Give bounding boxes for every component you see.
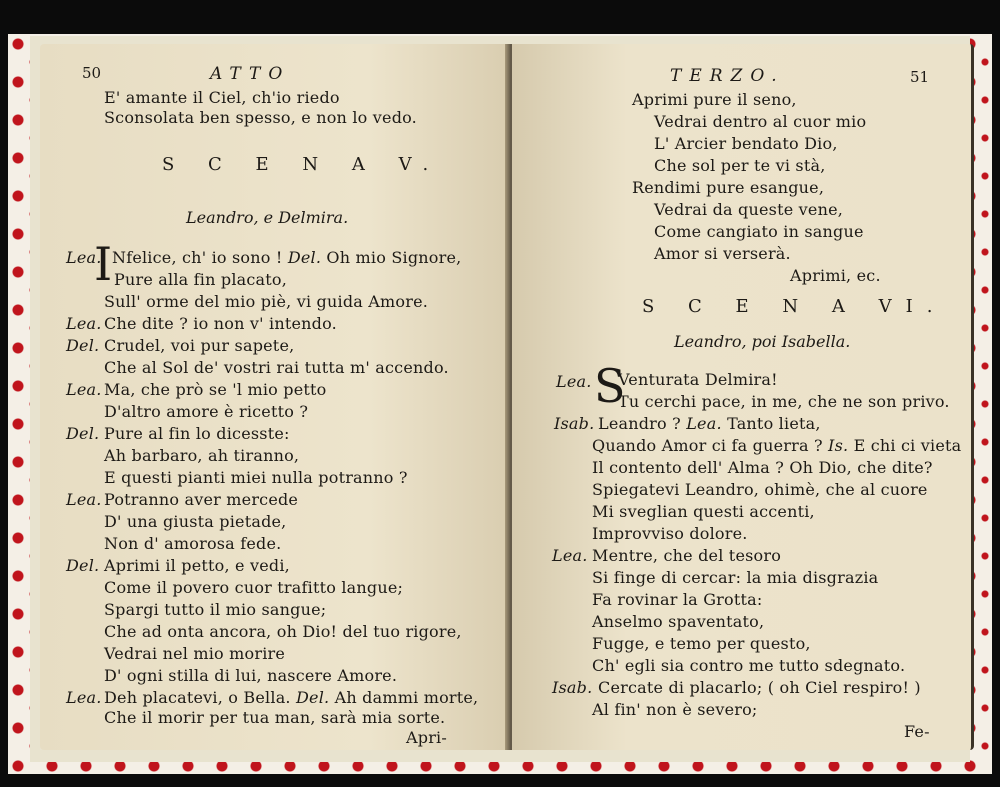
dialogue-line: Fa rovinar la Grotta: — [592, 590, 763, 609]
speaker-label: Del. — [66, 556, 100, 575]
dialogue-line: Cercate di placarlo; ( oh Ciel respiro! ) — [598, 678, 921, 697]
speaker-label: Lea. — [556, 372, 592, 391]
dialogue-line: Non d' amorosa fede. — [104, 534, 282, 553]
catchword: Apri- — [406, 728, 447, 747]
dialogue-line: Potranno aver mercede — [104, 490, 299, 509]
speaker-label: Lea. — [66, 380, 102, 399]
speaker-label: Del. — [66, 424, 100, 443]
scene-characters: Leandro, poi Isabella. — [674, 332, 851, 351]
dialogue-line: Che al Sol de' vostri rai tutta m' accendo. — [104, 358, 449, 377]
dialogue-line: E questi pianti miei nulla potranno ? — [104, 468, 408, 487]
dialogue-line: Quando Amor ci fa guerra ? Is. E chi ci vieta — [592, 436, 962, 455]
running-head: TERZO. — [670, 66, 785, 86]
dialogue-line: Spiegatevi Leandro, ohimè, che al cuore — [592, 480, 928, 499]
verse-line: Rendimi pure esangue, — [632, 178, 825, 197]
right-page — [512, 44, 974, 750]
speaker-label: Isab. — [554, 414, 595, 433]
dialogue-line: Che ad onta ancora, oh Dio! del tuo rigore, — [104, 622, 462, 641]
dialogue-line: Come il povero cuor trafitto langue; — [104, 578, 404, 597]
dialogue-line: Ma, che prò se 'l mio petto — [104, 380, 327, 399]
catchword: Fe- — [904, 722, 930, 741]
speaker-label: Lea. — [66, 314, 102, 333]
dialogue-line: Aprimi il petto, e vedi, — [104, 556, 290, 575]
dialogue-line: D'altro amore è ricetto ? — [104, 402, 309, 421]
dialogue-line: Deh placatevi, o Bella. Del. Ah dammi morte, — [104, 688, 479, 707]
left-page — [40, 44, 510, 750]
speaker-label: Lea. — [66, 688, 102, 707]
dialogue-line: Anselmo spaventato, — [592, 612, 765, 631]
dialogue-line: Vedrai nel mio morire — [104, 644, 286, 663]
dialogue-line: Che dite ? io non v' intendo. — [104, 314, 337, 333]
dialogue-line: Crudel, voi pur sapete, — [104, 336, 295, 355]
dialogue-line: Pure alla fin placato, — [114, 270, 288, 289]
dialogue-line: Al fin' non è severo; — [592, 700, 758, 719]
dialogue-line: Improvviso dolore. — [592, 524, 748, 543]
dialogue-line: Ah barbaro, ah tiranno, — [104, 446, 300, 465]
verse-line: Amor si verserà. — [654, 244, 791, 263]
dialogue-line: D' una giusta pietade, — [104, 512, 287, 531]
running-head: ATTO — [210, 64, 291, 84]
dialogue-line: Ch' egli sia contro me tutto sdegnato. — [592, 656, 906, 675]
page-number: 50 — [82, 64, 102, 82]
dialogue-line: Che il morir per tua man, sarà mia sorte. — [104, 708, 446, 727]
speaker-label: Del. — [66, 336, 100, 355]
dialogue-line: Sull' orme del mio piè, vi guida Amore. — [104, 292, 429, 311]
verse-line: Aprimi pure il seno, — [632, 90, 797, 109]
dialogue-line: Pure al fin lo dicesste: — [104, 424, 290, 443]
dialogue-line: Fugge, e temo per questo, — [592, 634, 811, 653]
scene-characters: Leandro, e Delmira. — [186, 208, 349, 227]
dialogue-line: Mentre, che del tesoro — [592, 546, 782, 565]
page-number: 51 — [910, 68, 930, 86]
dialogue-line: Tu cerchi pace, in me, che ne son privo. — [618, 392, 950, 411]
drop-cap: S — [594, 359, 626, 413]
reprise-line: Aprimi, ec. — [790, 266, 881, 285]
verse-line: L' Arcier bendato Dio, — [654, 134, 838, 153]
verse-line: E' amante il Ciel, ch'io riedo — [104, 88, 340, 107]
scene-heading: S C E N A V. — [162, 154, 443, 175]
dialogue-line: Spargi tutto il mio sangue; — [104, 600, 327, 619]
speaker-label: Lea. — [66, 490, 102, 509]
dialogue-line: Mi sveglian questi accenti, — [592, 502, 815, 521]
verse-line: Vedrai dentro al cuor mio — [654, 112, 867, 131]
verse-line: Come cangiato in sangue — [654, 222, 864, 241]
dialogue-line: Nfelice, ch' io sono ! Del. Oh mio Signore, — [112, 248, 462, 267]
dialogue-line: Venturata Delmira! — [618, 370, 778, 389]
dialogue-line: Il contento dell' Alma ? Oh Dio, che dite? — [592, 458, 933, 477]
speaker-label: Isab. — [552, 678, 593, 697]
dialogue-line: Si finge di cercar: la mia disgrazia — [592, 568, 879, 587]
speaker-label: Lea. — [552, 546, 588, 565]
speaker-label: Lea. — [66, 248, 102, 267]
verse-line: Sconsolata ben spesso, e non lo vedo. — [104, 108, 417, 127]
verse-line: Vedrai da queste vene, — [654, 200, 844, 219]
dialogue-line: D' ogni stilla di lui, nascere Amore. — [104, 666, 398, 685]
scene-heading: S C E N A VI. — [642, 296, 947, 317]
drop-cap: I — [94, 237, 113, 291]
dialogue-line: Leandro ? Lea. Tanto lieta, — [598, 414, 821, 433]
verse-line: Che sol per te vi stà, — [654, 156, 826, 175]
